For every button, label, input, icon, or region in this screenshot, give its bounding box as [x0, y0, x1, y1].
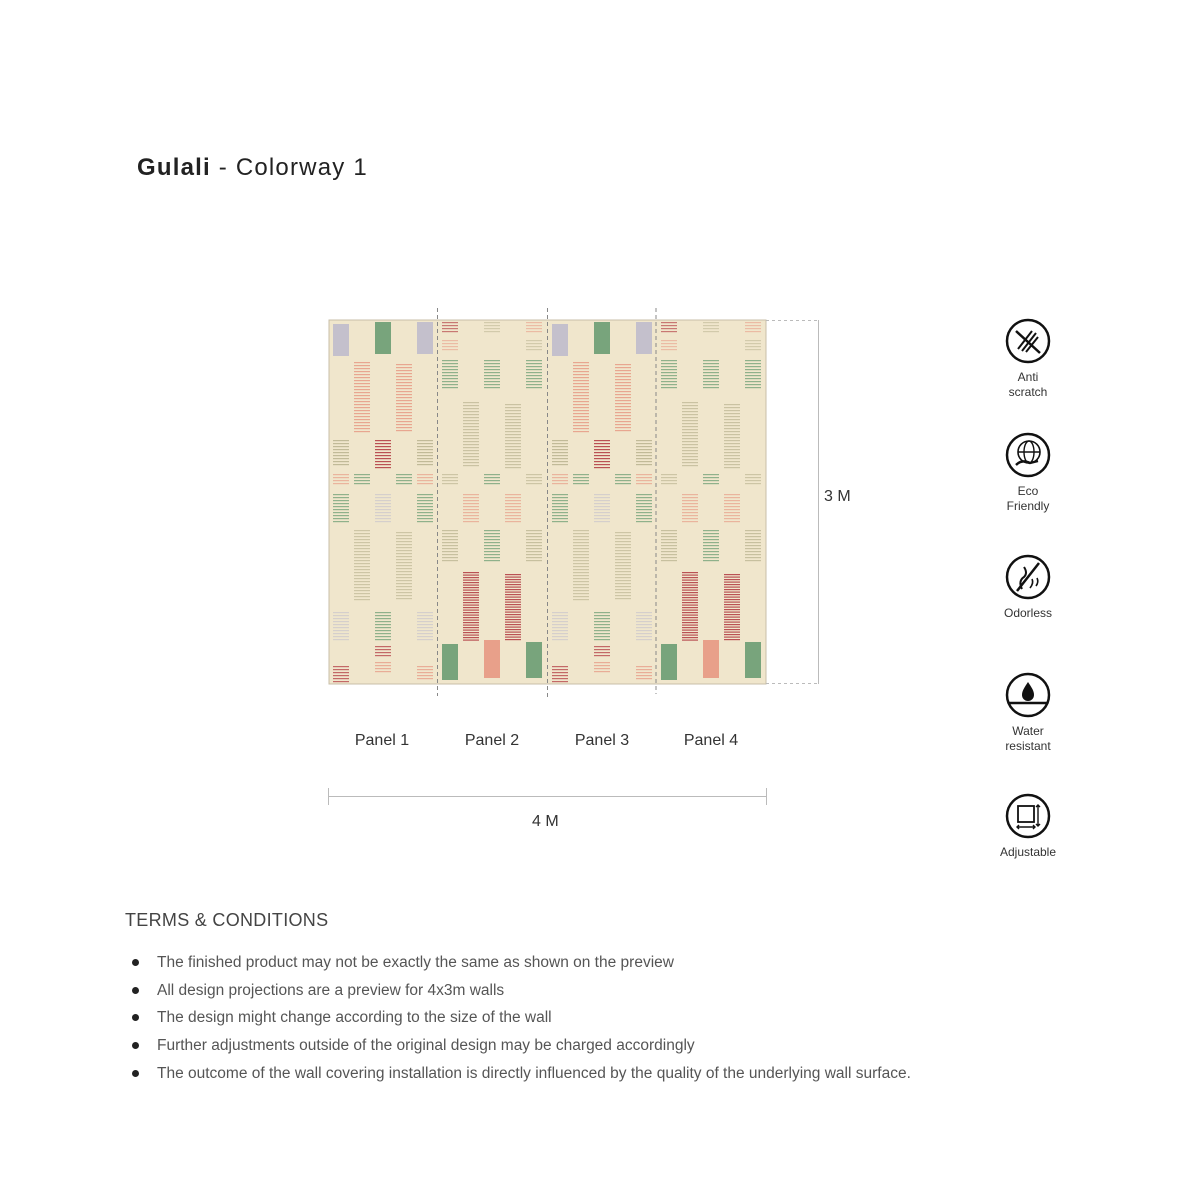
water-resistant-icon	[1004, 671, 1052, 719]
pattern-stripes	[417, 440, 433, 465]
pattern-stripes	[333, 440, 349, 465]
feature-label: Water resistant	[1005, 724, 1051, 753]
pattern-block	[636, 322, 652, 354]
panel-label-4: Panel 4	[683, 732, 739, 749]
pattern-block	[375, 322, 391, 354]
feature-label: Adjustable	[999, 845, 1057, 859]
feature-water-resistant	[988, 671, 1068, 754]
pattern-block	[552, 324, 568, 356]
feature-label: Anti scratch	[1008, 370, 1048, 399]
term-text: All design projections are a preview for 4x3m walls	[157, 981, 505, 999]
design-name: Gulali	[137, 154, 211, 181]
height-label: 3 M	[824, 488, 851, 505]
panel-label-1: Panel 1	[354, 732, 410, 749]
pattern-block	[661, 644, 677, 680]
panel-label-2: Panel 2	[464, 732, 520, 749]
bullet-icon	[132, 987, 139, 994]
feature-odorless	[988, 553, 1068, 621]
pattern-block	[526, 642, 542, 678]
pattern-block	[484, 640, 500, 678]
colorway-label: - Colorway 1	[210, 154, 368, 181]
pattern-block	[594, 322, 610, 354]
feature-label: Eco Friendly	[1006, 484, 1050, 513]
feature-label: Odorless	[1003, 606, 1053, 620]
pattern-block	[703, 640, 719, 678]
height-dimension	[766, 320, 819, 684]
list-item	[130, 1032, 911, 1060]
term-text: The design might change according to the size of the wall	[157, 1009, 552, 1027]
list-item	[130, 1060, 911, 1088]
pattern-block	[333, 324, 349, 356]
list-item	[130, 1004, 911, 1032]
term-text: Further adjustments outside of the original design may be charged accordingly	[157, 1037, 695, 1055]
terms-list	[130, 949, 911, 1088]
feature-eco-friendly	[988, 431, 1068, 514]
eco-friendly-icon	[1004, 431, 1052, 479]
bullet-icon	[132, 1042, 139, 1049]
list-item	[130, 977, 911, 1005]
feature-anti-scratch	[988, 317, 1068, 400]
list-item	[130, 949, 911, 977]
pattern-stripes	[636, 440, 652, 465]
terms-heading: TERMS & CONDITIONS	[125, 910, 329, 930]
pattern-stripes	[615, 364, 631, 431]
pattern-block	[442, 644, 458, 680]
term-text: The outcome of the wall covering installation is directly influenced by the quality of the underlying wall surface.	[157, 1064, 911, 1082]
bullet-icon	[132, 1070, 139, 1077]
adjustable-icon	[1004, 792, 1052, 840]
feature-adjustable	[988, 792, 1068, 860]
pattern-stripes	[396, 364, 412, 431]
pattern-stripes	[396, 532, 412, 599]
term-text: The finished product may not be exactly the same as shown on the preview	[157, 954, 674, 971]
odorless-icon	[1004, 553, 1052, 601]
pattern-stripes	[615, 532, 631, 599]
pattern-stripes	[552, 440, 568, 465]
width-label: 4 M	[532, 813, 559, 830]
bullet-icon	[132, 1014, 139, 1021]
bullet-icon	[132, 959, 139, 966]
width-dimension	[328, 788, 767, 805]
pattern-block	[417, 322, 433, 354]
anti-scratch-icon	[1004, 317, 1052, 365]
pattern-block	[745, 642, 761, 678]
panel-label-3: Panel 3	[574, 732, 630, 749]
